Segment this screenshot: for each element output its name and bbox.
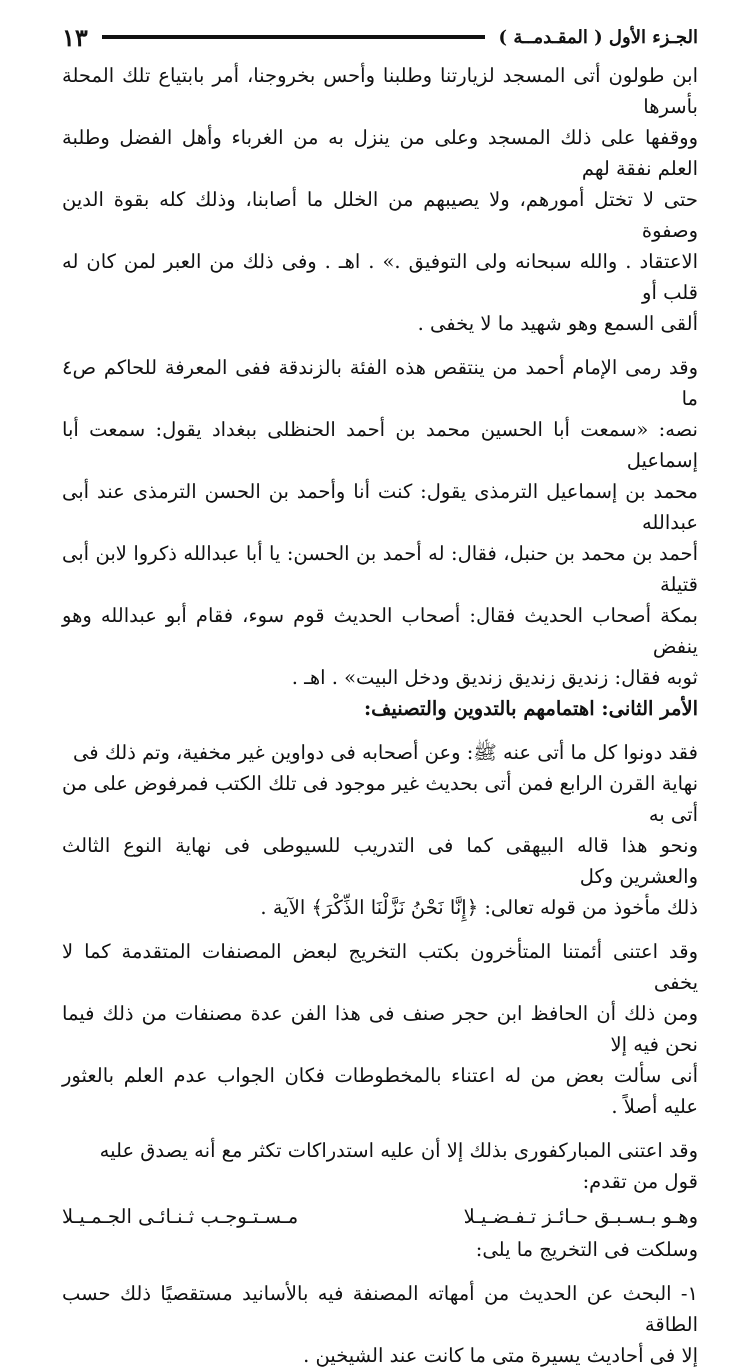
text-line: ونحو هذا قاله البيهقى كما فى التدريب للسيوطى فى نهاية النوع الثالث والعشرين وكل [62, 834, 698, 888]
text-line: وقد اعتنى أئمتنا المتأخرون بكتب التخريج لبعض المصنفات المتقدمة كما لا يخفى [62, 940, 698, 994]
text-line: الاعتقاد . والله سبحانه ولى التوفيق .» . اهـ . وفى ذلك من العبر لمن كان له قلب أو [62, 250, 698, 304]
list-item [62, 1278, 698, 1371]
poem-second-hemistich: مـسـتـوجـب ثـنـائـى الجـمـيـلا [62, 1205, 299, 1228]
page-number: ١٣ [62, 22, 88, 52]
text-line: ألقى السمع وهو شهيد ما لا يخفى . [417, 312, 698, 335]
text-line: ومن ذلك أن الحافظ ابن حجر صنف فى هذا الفن عدة مصنفات من ذلك فيما نحن فيه إلا [62, 1002, 698, 1056]
text-line: ذلك مأخوذ من قوله تعالى: ﴿إِنَّا نَحْنُ نَزَّلْنَا الذِّكْرَ﴾ الآية . [260, 896, 698, 919]
text-line: فقد دونوا كل ما أتى عنه ﷺ: وعن أصحابه فى دواوين غير مخفية، وتم ذلك فى [73, 741, 698, 764]
paragraph [62, 1135, 698, 1197]
text-line: ١- البحث عن الحديث من أمهاته المصنفة فيه بالأسانيد مستقصيًا ذلك حسب الطاقة [62, 1282, 698, 1336]
text-line: ابن طولون أتى المسجد لزيارتنا وطلبنا وأحس بخروجنا، أمر بابتياع تلك المحلة بأسرها [62, 64, 698, 118]
text-line: إلا فى أحاديث يسيرة متى ما كانت عند الشيخين . [303, 1344, 698, 1367]
paragraph [62, 1234, 698, 1265]
text-line: ثوبه فقال: زنديق زنديق زنديق ودخل البيت» . اهـ . [291, 666, 698, 689]
text-line: وقد رمى الإمام أحمد من ينتقص هذه الفئة بالزندقة ففى المعرفة للحاكم ص٤ ما [62, 356, 698, 410]
text-line: ووقفها على ذلك المسجد وعلى من ينزل به من الغرباء وأهل الفضل وطلبة العلم نفقة لهم [62, 126, 698, 180]
text-line: نصه: «سمعت أبا الحسين محمد بن أحمد الحنظلى ببغداد يقول: سمعت أبا إسماعيل [62, 418, 698, 472]
text-line: حتى لا تختل أمورهم، ولا يصيبهم من الخلل ما أصابنا، وذلك كله بقوة الدين وصفوة [62, 188, 698, 242]
section-heading: الأمر الثانى: اهتمامهم بالتدوين والتصنيف: [363, 697, 698, 720]
text-line: أحمد بن محمد بن حنبل، فقال: له أحمد بن الحسن: يا أبا عبدالله ذكروا لابن أبى قتيلة [62, 542, 698, 596]
page-header [62, 22, 698, 52]
poem-verse [62, 1201, 698, 1232]
poem-first-hemistich: وهـو بـسـبـق حـائـز تـفـضـيـلا [463, 1205, 698, 1228]
paragraph [62, 936, 698, 1122]
text-line: بمكة أصحاب الحديث فقال: أصحاب الحديث قوم سوء، فقام أبو عبدالله وهو ينفض [62, 604, 698, 658]
paragraph [62, 737, 698, 923]
paragraph [62, 60, 698, 339]
text-line: قول من تقدم: [582, 1170, 698, 1193]
text-line: أنى سألت بعض من له اعتناء بالمخطوطات فكان الجواب عدم العلم بالعثور عليه أصلاً . [62, 1064, 698, 1118]
paragraph [62, 352, 698, 693]
text-line: محمد بن إسماعيل الترمذى يقول: كنت أنا وأحمد بن الحسن الترمذى عند أبى عبدالله [62, 480, 698, 534]
text-line: نهاية القرن الرابع فمن أتى بحديث غير موجود فى تلك الكتب فمرفوض على من أتى به [62, 772, 698, 826]
header-rule [102, 35, 485, 39]
page-body [62, 60, 698, 1371]
running-title: الجـزء الأول ( المقـدمــة ) [498, 26, 698, 48]
text-line: وسلكت فى التخريج ما يلى: [475, 1238, 698, 1261]
text-line: وقد اعتنى المباركفورى بذلك إلا أن عليه استدراكات تكثر مع أنه يصدق عليه [99, 1139, 698, 1162]
